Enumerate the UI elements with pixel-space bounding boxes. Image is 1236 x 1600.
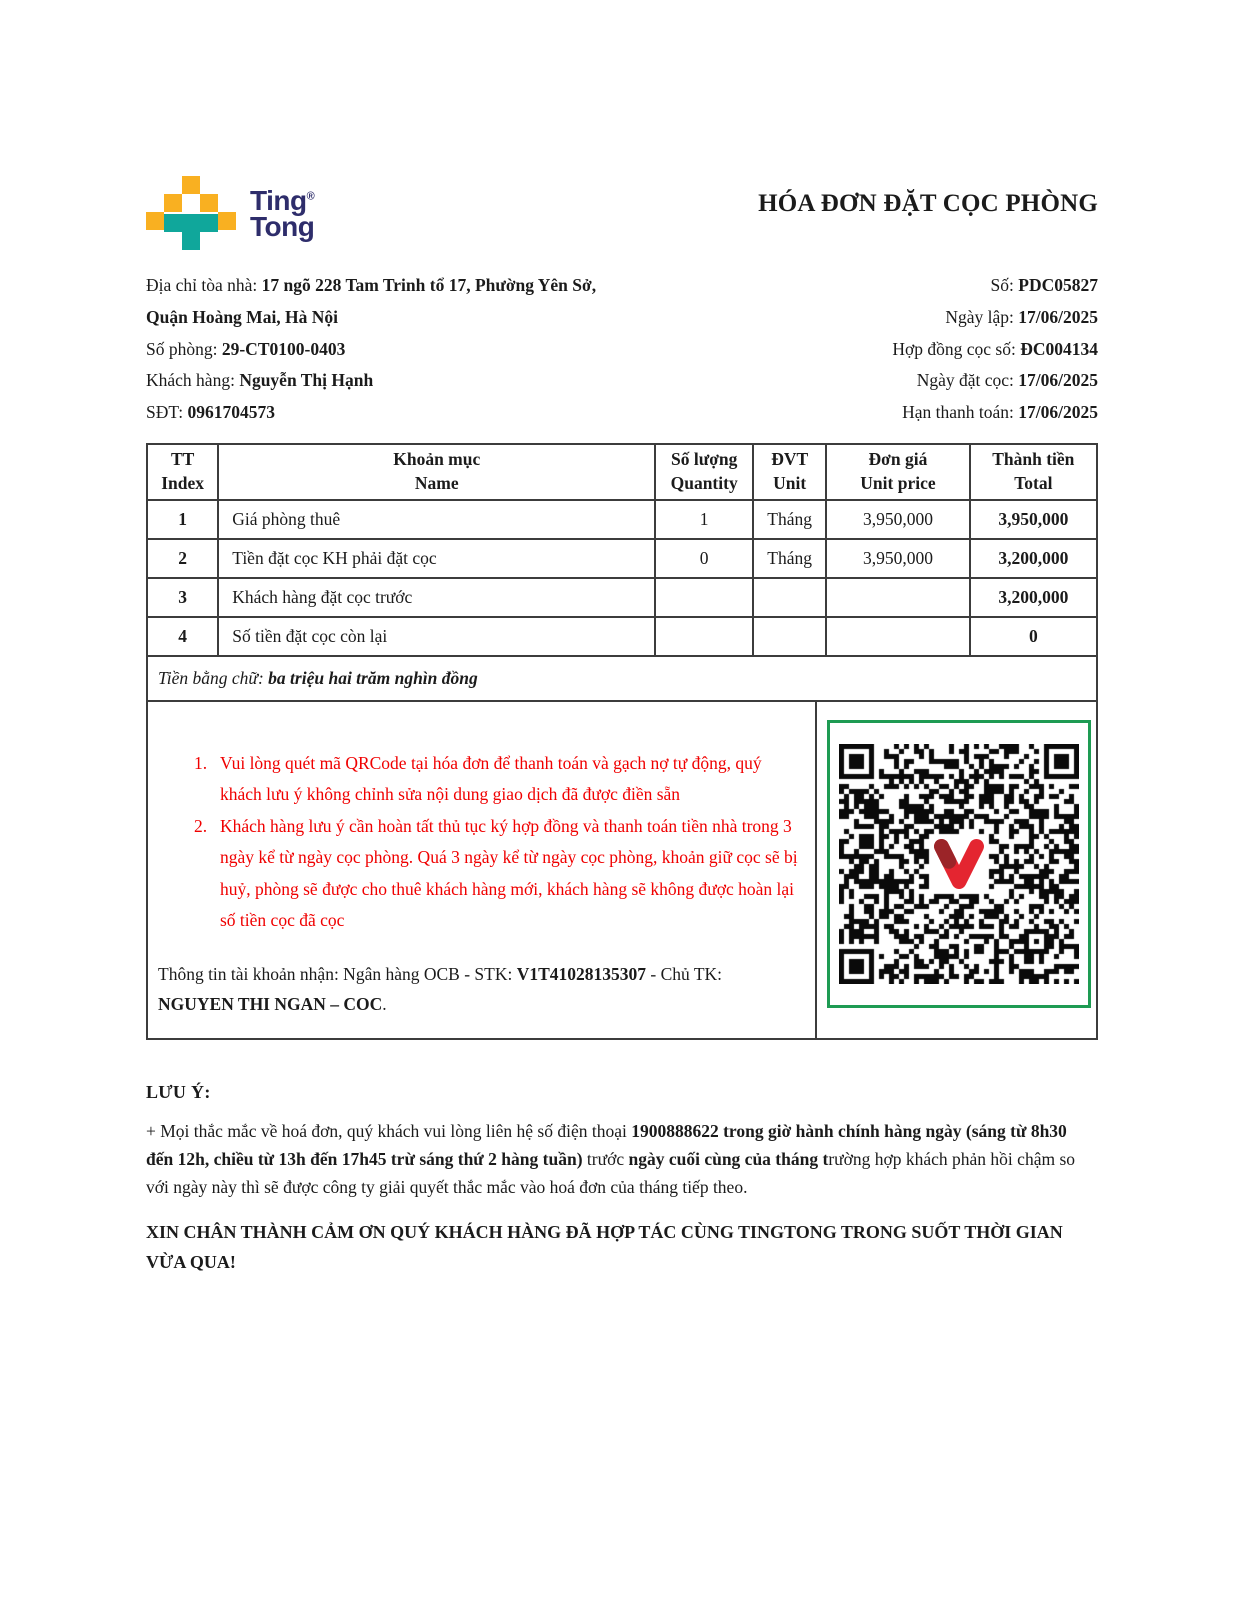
payment-notes	[148, 702, 815, 1038]
header	[146, 176, 1098, 250]
amount-in-words-row	[147, 656, 1097, 701]
logo-line2: Tong	[250, 211, 315, 243]
invoice-meta	[706, 270, 1098, 429]
list-item: 1. Vui lòng quét mã QRCode tại hóa đơn để thanh toán và gạch nợ tự động, quý khách lưu ý không chỉnh sửa nội dung giao dịch đã được điền sẵn	[194, 752, 762, 805]
building-address-line2: Quận Hoàng Mai, Hà Nội	[146, 306, 339, 327]
payment-due-date: Hạn thanh toán: 17/06/2025	[902, 402, 1098, 423]
invoice-title: HÓA ĐƠN ĐẶT CỌC PHÒNG	[758, 190, 1098, 217]
col-name: Khoản mục Name	[218, 444, 655, 500]
footer-notes	[146, 1082, 1098, 1277]
amount-in-words: ba triệu hai trăm nghìn đồng	[268, 667, 478, 688]
building-address-line1: Địa chỉ tòa nhà: 17 ngõ 228 Tam Trinh tổ 17, Phường Yên Sở,	[146, 275, 597, 295]
customer-name: Khách hàng: Nguyễn Thị Hạnh	[146, 370, 374, 391]
info-section	[146, 270, 1098, 429]
col-total: Thành tiền Total	[970, 444, 1097, 500]
invoice-number: Số: PDC05827	[990, 275, 1098, 295]
table-row: 3 Khách hàng đặt cọc trước 3,200,000	[147, 578, 1097, 617]
room-number: Số phòng: 29-CT0100-0403	[146, 338, 346, 359]
col-quantity: Số lượng Quantity	[655, 444, 753, 500]
registered-mark: ®	[306, 190, 315, 203]
table-row: 4 Số tiền đặt cọc còn lại 0	[147, 617, 1097, 656]
list-item: 2. Khách hàng lưu ý cần hoàn tất thủ tục ký hợp đồng và thanh toán tiền nhà trong 3 ngày kể từ ngày cọc phòng. Quá 3 ngày kể từ ngày cọc phòng, khoản giữ cọc sẽ bị huỷ, phòng sẽ được cho thuê khách hàng mới, khách hàng sẽ không được hoàn lại số tiền cọc đã cọc	[194, 815, 798, 931]
notice-paragraph: + Mọi thắc mắc về hoá đơn, quý khách vui lòng liên hệ số điện thoại 1900888622 trong giờ hành chính hàng ngày (sáng từ 8h30 đến 12h, chiều từ 13h đến 17h45 trừ sáng thứ 2 hàng tuần) trước ngày cuối cùng của tháng trường hợp khách phản hồi chậm so với ngày này thì sẽ được công ty giải quyết thắc mắc vào hoá đơn của tháng tiếp theo.	[146, 1120, 1076, 1197]
table-row: 1 Giá phòng thuê 1 Tháng 3,950,000 3,950,000	[147, 500, 1097, 539]
invoice-table	[146, 443, 1098, 702]
deposit-contract-number: Hợp đồng cọc số: ĐC004134	[892, 338, 1098, 359]
bank-account-info: Thông tin tài khoản nhận: Ngân hàng OCB - STK: V1T41028135307 - Chủ TK: NGUYEN THI NGAN – COC.	[158, 963, 723, 1015]
payment-notes-box	[146, 700, 1098, 1040]
col-index: TT Index	[147, 444, 218, 500]
tingtong-logo-text	[250, 185, 315, 243]
qr-section	[815, 702, 1096, 1038]
payment-qr-frame	[827, 720, 1091, 1008]
tingtong-logo-icon	[146, 176, 236, 250]
amount-in-words-label: Tiền bằng chữ:	[158, 667, 269, 688]
vietqr-v-icon	[932, 837, 986, 891]
col-unit: ĐVT Unit	[753, 444, 826, 500]
thank-you-message: XIN CHÂN THÀNH CẢM ƠN QUÝ KHÁCH HÀNG ĐÃ HỢP TÁC CÙNG TINGTONG TRONG SUỐT THỜI GIAN VỪA QUA!	[146, 1221, 1063, 1272]
table-row: 2 Tiền đặt cọc KH phải đặt cọc 0 Tháng 3,950,000 3,200,000	[147, 539, 1097, 578]
customer-phone: SĐT: 0961704573	[146, 402, 275, 423]
issue-date: Ngày lập: 17/06/2025	[945, 306, 1098, 327]
logo-line1: Ting	[250, 185, 307, 216]
tingtong-logo	[146, 176, 315, 250]
notice-heading: LƯU Ý:	[146, 1081, 211, 1102]
col-unit-price: Đơn giá Unit price	[826, 444, 969, 500]
table-header-row	[147, 444, 1097, 500]
customer-info	[146, 270, 706, 429]
deposit-date: Ngày đặt cọc: 17/06/2025	[916, 370, 1098, 391]
